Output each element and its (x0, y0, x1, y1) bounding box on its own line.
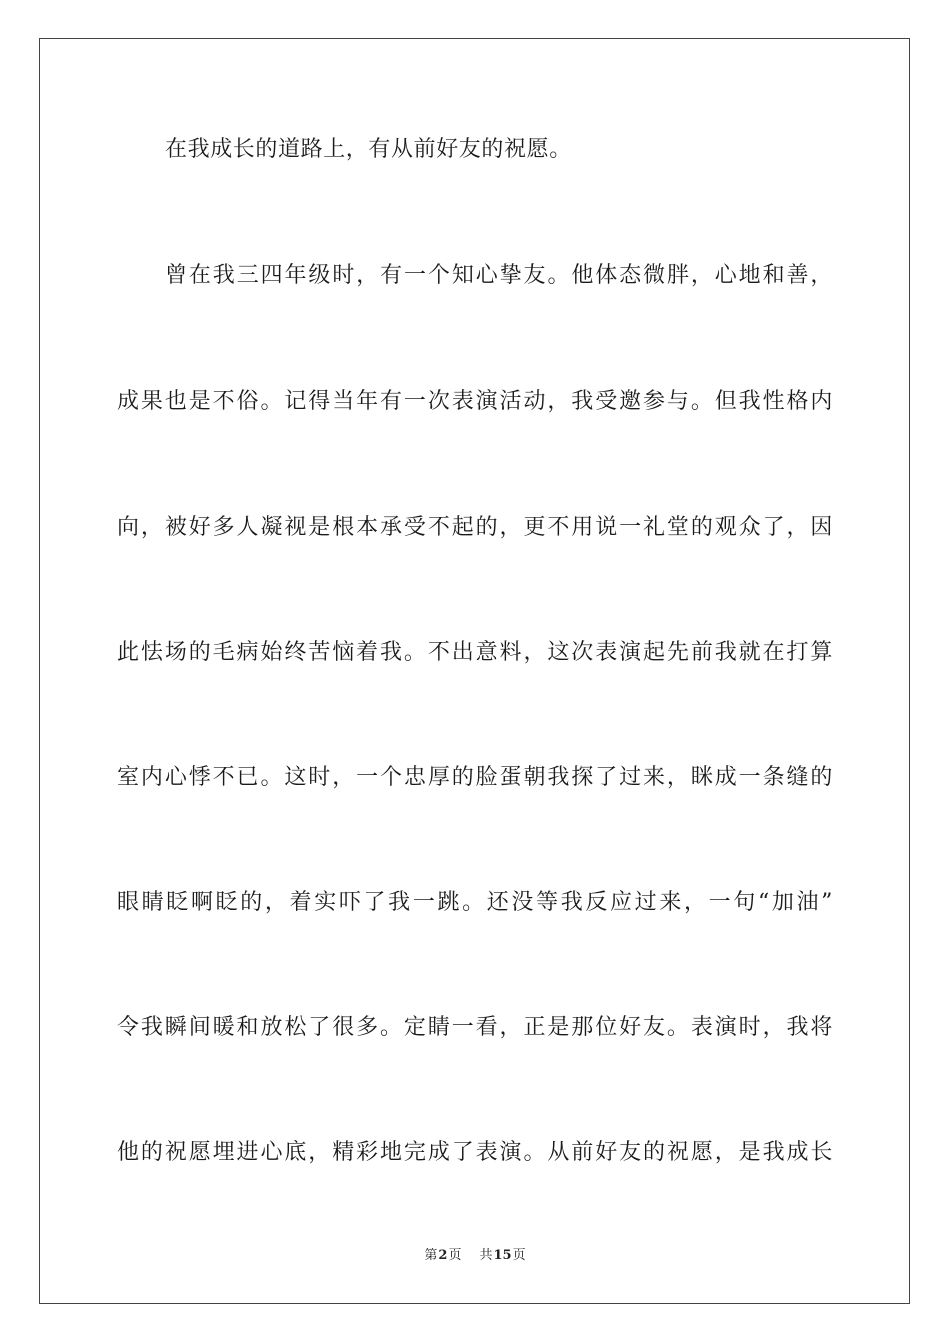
paragraph-2-line-1: 曾在我三四年级时，有一个知心挚友。他体态微胖，心地和善， (165, 263, 833, 288)
total-pages-number: 15 (493, 1248, 512, 1263)
current-page-number: 2 (438, 1248, 448, 1263)
page-footer (0, 1247, 950, 1265)
paragraph-2-line-2: 成果也是不俗。记得当年有一次表演活动，我受邀参与。但我性格内 (117, 389, 833, 414)
page-label-suffix: 页 (448, 1248, 462, 1263)
paragraph-2-line-5: 室内心悸不已。这时，一个忠厚的脸蛋朝我探了过来，眯成一条缝的 (117, 765, 833, 790)
page-border (39, 38, 910, 1304)
paragraph-2-line-6: 眼睛眨啊眨的，着实吓了我一跳。还没等我反应过来，一句“加油” (117, 890, 833, 915)
total-label-suffix: 页 (512, 1248, 526, 1263)
paragraph-2-line-3: 向，被好多人凝视是根本承受不起的，更不用说一礼堂的观众了，因 (117, 515, 833, 540)
page-label-prefix: 第 (424, 1248, 438, 1263)
paragraph-1-line-1: 在我成长的道路上，有从前好友的祝愿。 (165, 137, 572, 162)
paragraph-2-line-4: 此怯场的毛病始终苦恼着我。不出意料，这次表演起先前我就在打算 (117, 640, 833, 665)
total-label-prefix: 共 (479, 1248, 493, 1263)
paragraph-2-line-8: 他的祝愿埋进心底，精彩地完成了表演。从前好友的祝愿，是我成长 (117, 1140, 833, 1165)
paragraph-2-line-7: 令我瞬间暖和放松了很多。定睛一看，正是那位好友。表演时，我将 (117, 1015, 833, 1040)
